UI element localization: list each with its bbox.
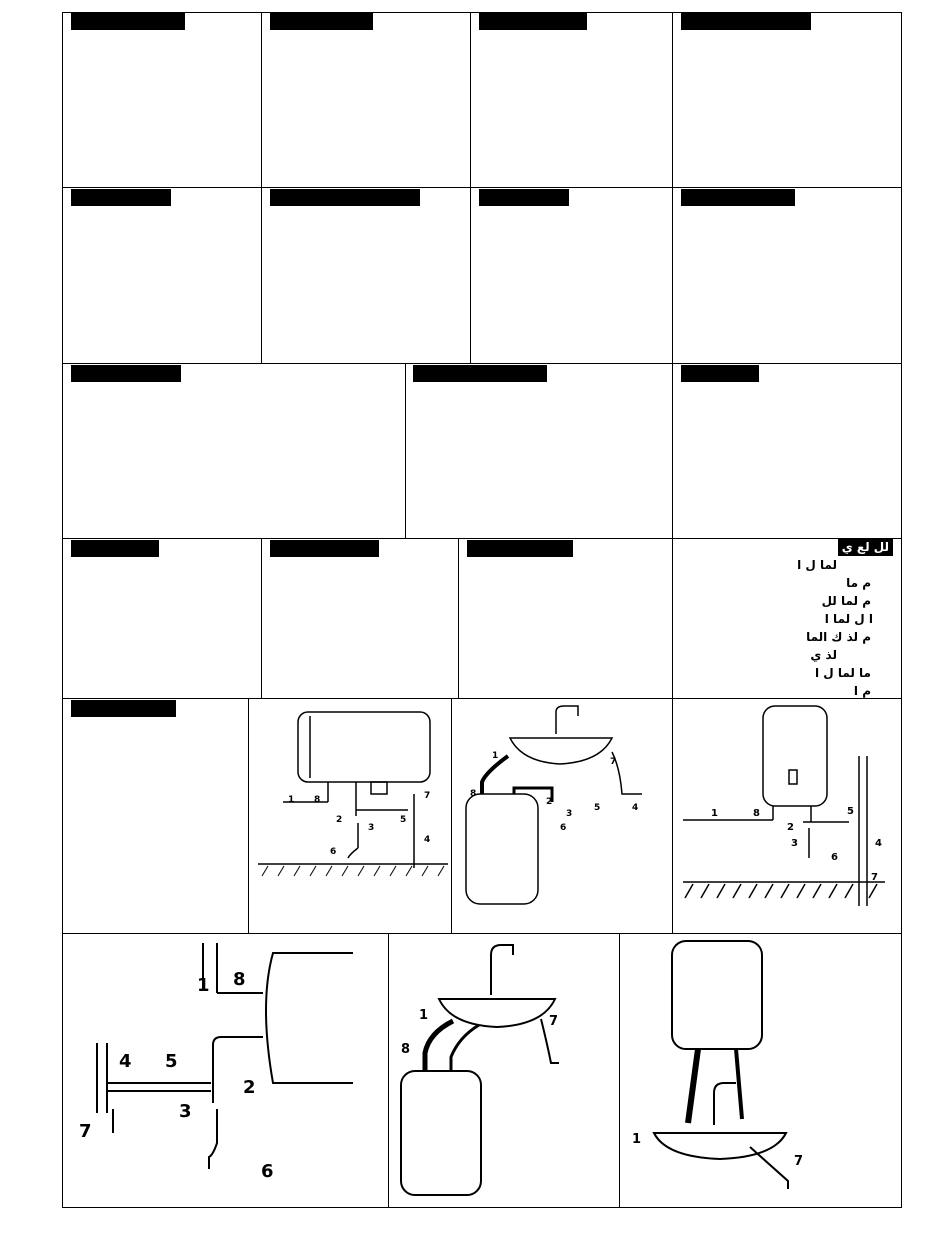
redacted-heading [681,13,811,30]
col-divider [672,538,673,698]
col-divider [672,363,673,538]
diagram-label: 7 [79,1121,92,1142]
arabic-line: ما لما ل ا [814,666,871,680]
diagram-label: 3 [368,823,375,833]
indicator-icon [789,770,797,784]
redacted-heading [270,13,373,30]
diagram-label: 1 [197,975,210,996]
arabic-line: م ما [846,576,871,590]
col-divider [458,538,459,698]
redacted-heading [467,540,573,557]
installation-detail-horizontal [63,933,387,1208]
col-divider [261,13,262,363]
diagram-label: 6 [560,823,567,833]
water-tank-icon [401,1071,481,1195]
diagram-label: 8 [233,969,246,990]
col-divider [672,13,673,363]
arabic-line: ا ل لما ا [824,612,873,626]
col-divider [470,13,471,363]
redacted-heading [479,189,569,206]
installation-diagram-under-sink [452,698,670,932]
diagram-label: 7 [424,791,431,801]
diagram-label: 5 [847,806,854,817]
redacted-heading [681,365,759,382]
arabic-line: م لذ ك الما [806,630,871,644]
diagram-label: 7 [871,872,878,883]
redacted-heading [479,13,587,30]
diagram-label: 5 [594,803,601,813]
redacted-heading [681,189,795,206]
diagram-label: 4 [875,838,882,849]
diagram-label: 1 [632,1132,642,1147]
water-tank-icon [466,794,538,904]
diagram-label: 7 [794,1154,804,1169]
diagram-label: 2 [546,797,553,807]
water-tank-icon [298,712,430,782]
diagram-label: 8 [470,789,477,799]
diagram-label: 3 [791,838,798,849]
diagram-label: 2 [787,822,794,833]
diagram-label: 3 [566,809,573,819]
diagram-label: 8 [314,795,321,805]
installation-diagram-vertical-tank [673,698,901,932]
col-divider [405,363,406,538]
row-divider [63,363,901,364]
diagram-label: 7 [610,757,617,767]
diagram-label: 1 [492,751,499,761]
diagram-label: 5 [400,815,407,825]
diagram-label: 8 [401,1042,411,1057]
diagram-label: 4 [119,1051,132,1072]
diagram-label: 6 [330,847,337,857]
diagram-label: 1 [711,808,718,819]
installation-diagram-horizontal-tank [248,698,450,932]
diagram-label: 3 [179,1101,192,1122]
arabic-line: م ا [853,684,871,698]
redacted-heading [71,540,159,557]
diagram-label: 4 [424,835,431,845]
row-divider [63,187,901,188]
diagram-label: 1 [419,1008,429,1023]
diagram-label: 8 [753,808,760,819]
arabic-line: لما ل ا [797,558,837,572]
row-divider [63,538,901,539]
arabic-line: لذ ي [810,648,837,662]
sink-icon [510,738,612,764]
diagram-label: 4 [632,803,639,813]
redacted-heading [71,13,185,30]
diagram-label: 1 [288,795,295,805]
diagram-label: 2 [243,1077,256,1098]
redacted-heading [71,365,181,382]
redacted-heading [413,365,547,382]
sink-icon [654,1133,786,1159]
arabic-heading: لل لع ي [838,539,893,556]
diagram-label: 6 [831,852,838,863]
redacted-heading [270,189,420,206]
diagram-label: 2 [336,815,343,825]
water-tank-icon [672,941,762,1049]
sink-icon [439,999,555,1027]
water-tank-icon [763,706,827,806]
installation-detail-under-sink [389,933,618,1208]
redacted-heading [71,189,171,206]
diagram-label: 6 [261,1161,274,1182]
diagram-label: 5 [165,1051,178,1072]
installation-detail-over-sink [620,933,901,1208]
heater-element-icon [371,782,387,794]
redacted-heading [270,540,379,557]
arabic-line: م لما لل [821,594,871,608]
redacted-heading [71,700,176,717]
col-divider [261,538,262,698]
diagram-label: 7 [549,1014,559,1029]
water-tank-icon [266,953,353,1083]
